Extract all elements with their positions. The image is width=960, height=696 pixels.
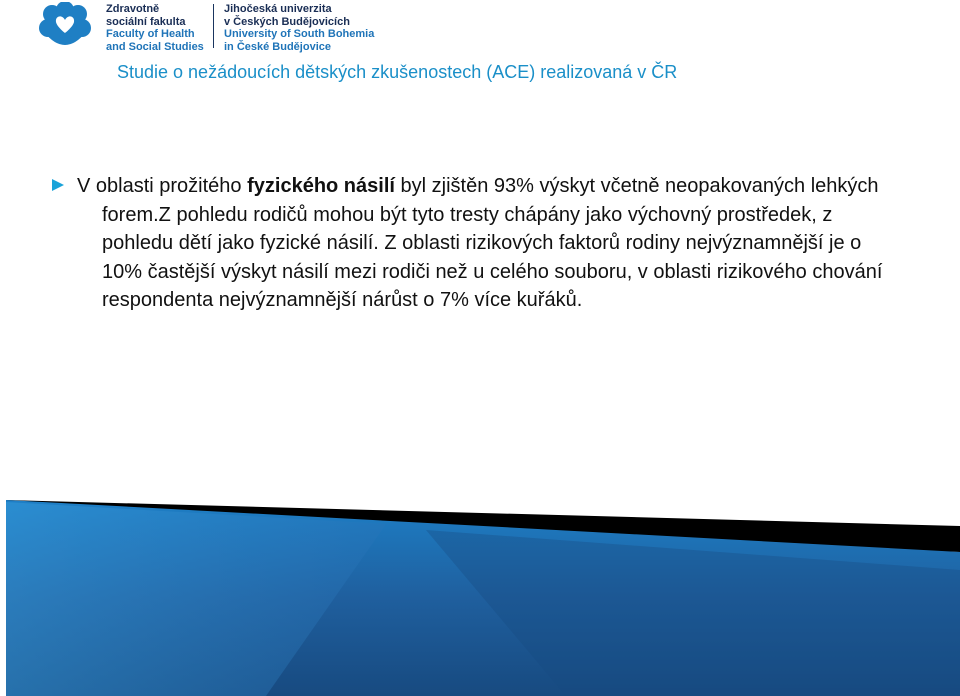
slide-content: [52, 172, 892, 315]
bullet-arrow-icon: [52, 179, 64, 191]
university-line-4: in České Budějovice: [224, 40, 331, 53]
bullet-paragraph: [77, 172, 892, 315]
paragraph-part-1: V oblasti prožitého: [77, 175, 248, 197]
paragraph-emphasis: fyzického násilí: [247, 175, 395, 197]
faculty-line-2: sociální fakulta: [106, 15, 186, 28]
faculty-name: [106, 3, 204, 53]
faculty-line-3: Faculty of Health: [106, 28, 195, 40]
faculty-line-4: and Social Studies: [106, 40, 204, 53]
university-line-2: v Českých Budějovicích: [224, 15, 350, 28]
footer-decoration: [6, 500, 960, 696]
heart-flower-logo-icon: [38, 2, 92, 52]
university-line-1: Jihočeská univerzita: [224, 3, 332, 15]
paragraph-part-2: byl zjištěn 93% výskyt včetně neopakovaných lehkých forem.Z pohledu rodičů mohou být tyto tresty chápány jako výchovný prostředek, z pohledu dětí jako fyzické násilí. Z oblasti rizikových faktorů rodiny nejvýznamnější je o 10% častější výskyt násilí mezi rodiči než u celého souboru, v oblasti rizikového chování respondenta nejvýznamnější nárůst o 7% více kuřáků.: [102, 175, 883, 311]
header-divider: [213, 4, 214, 48]
university-name: [224, 3, 374, 53]
faculty-line-1: Zdravotně: [106, 3, 160, 15]
university-line-3: University of South Bohemia: [224, 28, 375, 40]
header: [38, 2, 438, 52]
slide-title: Studie o nežádoucích dětských zkušenostech (ACE) realizovaná v ČR: [117, 62, 678, 82]
